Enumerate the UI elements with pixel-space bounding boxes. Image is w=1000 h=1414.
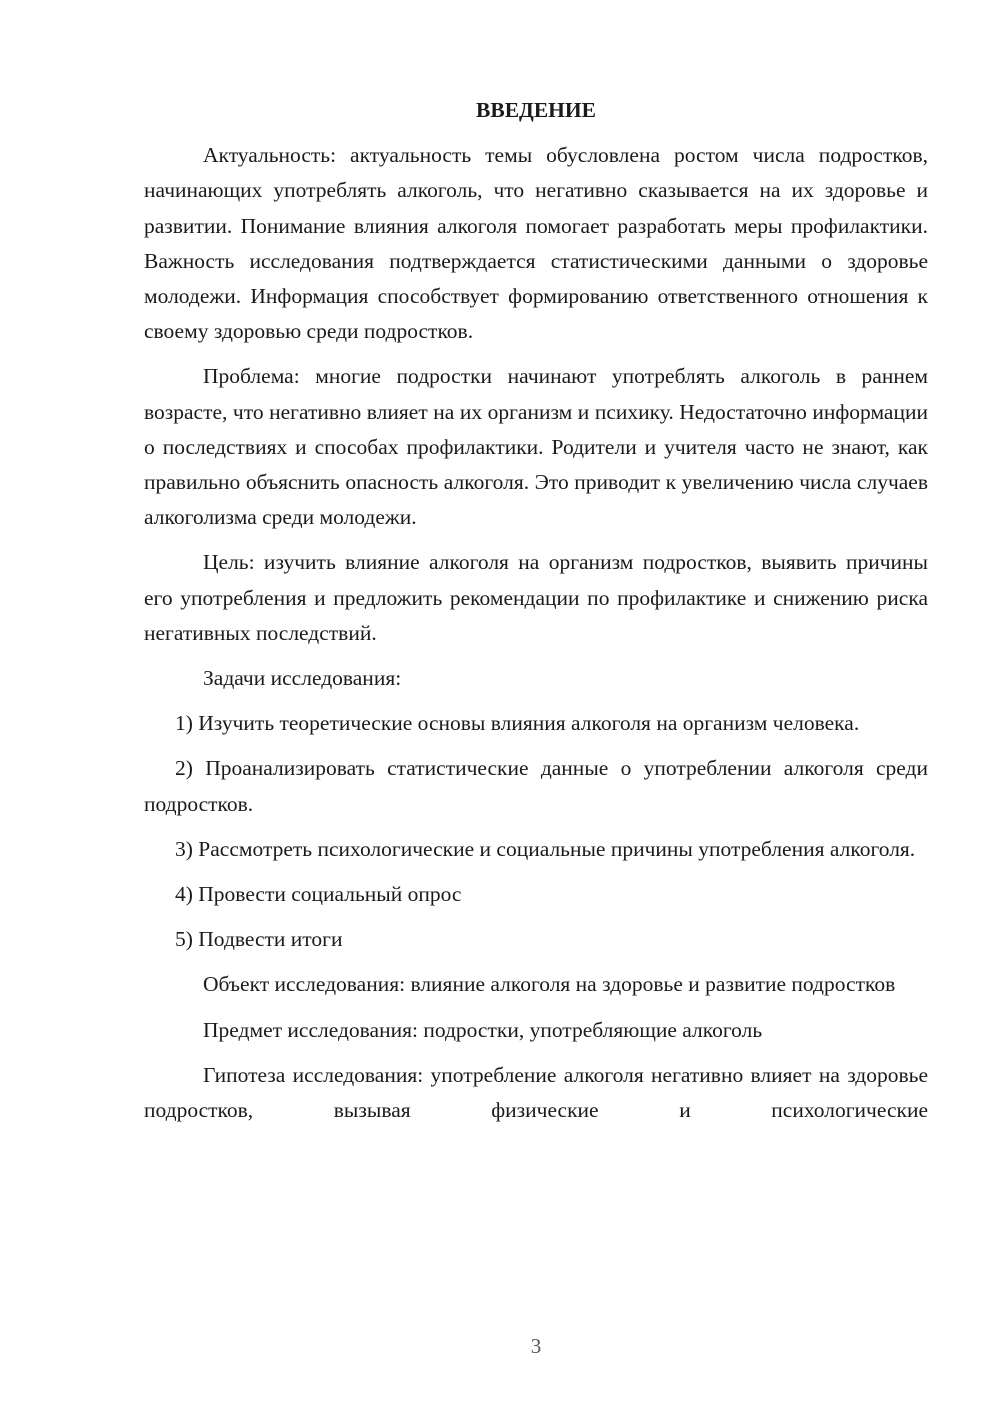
task-item: 4) Провести социальный опрос — [175, 882, 462, 907]
problem-paragraph: Проблема: многие подростки начинают употреблять алкоголь в раннем возрасте, что негативно влияет на их организм и психику. Недостаточно информации о последствиях и способах профилактики. Родители и учителя часто не знают, как правильно объяснить опасность алкоголя. Это приводит к увеличению числа случаев алкоголизма среди молодежи. — [144, 364, 928, 530]
task-item: 5) Подвести итоги — [175, 927, 343, 952]
task-item: 3) Рассмотреть психологические и социальные причины употребления алкоголя. — [175, 836, 916, 861]
page-number: 3 — [530, 1334, 542, 1358]
task-item: 1) Изучить теоретические основы влияния алкоголя на организм человека. — [175, 711, 860, 736]
tasks-heading: Задачи исследования: — [203, 666, 402, 691]
task-item: 2) Проанализировать статистические данные о употреблении алкоголя среди подростков. — [144, 756, 928, 816]
goal-paragraph: Цель: изучить влияние алкоголя на организм подростков, выявить причины его употребления и предложить рекомендации по профилактике и снижению риска негативных последствий. — [144, 550, 928, 645]
hypothesis-paragraph: Гипотеза исследования: употребление алкоголя негативно влияет на здоровье подростков, вызывая физические и психологические — [144, 1062, 928, 1123]
relevance-paragraph: Актуальность: актуальность темы обусловлена ростом числа подростков, начинающих употреблять алкоголь, что негативно сказывается на их здоровье и развитии. Понимание влияния алкоголя помогает разработать меры профилактики. Важность исследования подтверждается статистическими данными о здоровье молодежи. Информация способствует формированию ответственного отношения к своему здоровью среди подростков. — [144, 143, 928, 344]
section-title: ВВЕДЕНИЕ — [476, 98, 596, 122]
object-paragraph: Объект исследования: влияние алкоголя на здоровье и развитие подростков — [203, 972, 896, 997]
document-page — [144, 93, 928, 1138]
subject-paragraph: Предмет исследования: подростки, употребляющие алкоголь — [203, 1017, 763, 1042]
